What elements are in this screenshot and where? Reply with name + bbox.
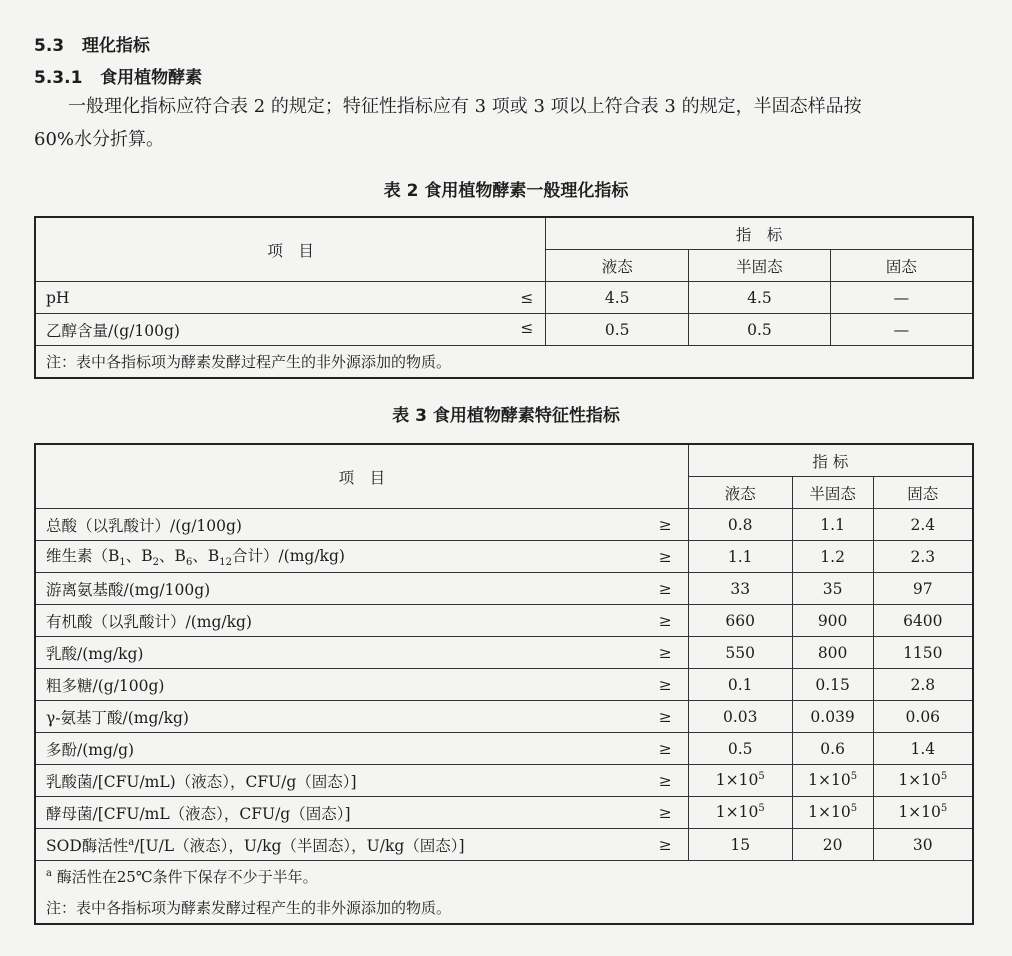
inequality-symbol: ≥ bbox=[616, 669, 688, 701]
table2-note: 注：表中各指标项为酵素发酵过程产生的非外源添加的物质。 bbox=[35, 346, 973, 379]
table2-header-item: 项 目 bbox=[35, 217, 546, 282]
table-row bbox=[35, 314, 973, 346]
table-cell: 1.1 bbox=[792, 509, 873, 541]
table-cell: 6400 bbox=[873, 605, 973, 637]
table-row bbox=[35, 733, 973, 765]
subsection-title: 食用植物酵素 bbox=[100, 68, 203, 88]
table3-row-item: γ-氨基丁酸/(mg/kg) bbox=[35, 701, 616, 733]
table3-row-item: 多酚/(mg/g) bbox=[35, 733, 616, 765]
table-cell: 1150 bbox=[873, 637, 973, 669]
section-number: 5.3 bbox=[34, 36, 65, 56]
table-cell: 20 bbox=[792, 829, 873, 861]
table3-note: 注：表中各指标项为酵素发酵过程产生的非外源添加的物质。 bbox=[35, 892, 973, 924]
table3-header-index: 指 标 bbox=[688, 444, 973, 477]
table-row bbox=[35, 765, 973, 797]
subsection-number: 5.3.1 bbox=[34, 68, 83, 88]
inequality-symbol: ≥ bbox=[616, 797, 688, 829]
table-cell: 30 bbox=[873, 829, 973, 861]
inequality-symbol: ≥ bbox=[616, 573, 688, 605]
inequality-symbol: ≥ bbox=[616, 509, 688, 541]
inequality-symbol: ≥ bbox=[616, 701, 688, 733]
table-cell: 660 bbox=[688, 605, 792, 637]
table-cell: 97 bbox=[873, 573, 973, 605]
table-cell: 550 bbox=[688, 637, 792, 669]
table-cell: 0.5 bbox=[546, 314, 689, 346]
table-cell: 0.03 bbox=[688, 701, 792, 733]
inequality-symbol: ≥ bbox=[616, 765, 688, 797]
table2-col-liquid: 液态 bbox=[546, 250, 689, 282]
body-paragraph bbox=[34, 90, 984, 156]
table-cell: 900 bbox=[792, 605, 873, 637]
table3-row-item: 有机酸（以乳酸计）/(mg/kg) bbox=[35, 605, 616, 637]
table-cell: 1.2 bbox=[792, 541, 873, 573]
table3-row-item: 乳酸菌/[CFU/mL)（液态），CFU/g（固态）] bbox=[35, 765, 616, 797]
table2-col-solid: 固态 bbox=[830, 250, 973, 282]
table-cell: 2.4 bbox=[873, 509, 973, 541]
table-row bbox=[35, 669, 973, 701]
section-title: 理化指标 bbox=[81, 36, 150, 56]
table3-row-item: 粗多糖/(g/100g) bbox=[35, 669, 616, 701]
section-heading bbox=[34, 31, 150, 56]
inequality-symbol: ≥ bbox=[616, 829, 688, 861]
table-cell: $1\times 10^5$ bbox=[873, 797, 973, 829]
table-row bbox=[35, 509, 973, 541]
table-row bbox=[35, 797, 973, 829]
table-cell: — bbox=[830, 314, 973, 346]
table-row bbox=[35, 282, 973, 314]
table3-header-item: 项 目 bbox=[35, 444, 688, 509]
table-row bbox=[35, 605, 973, 637]
footnote-mark: a bbox=[46, 868, 52, 879]
table-cell: 4.5 bbox=[689, 282, 831, 314]
table-row bbox=[35, 573, 973, 605]
table-cell: 0.15 bbox=[792, 669, 873, 701]
table3-caption: 表 3 食用植物酵素特征性指标 bbox=[392, 406, 620, 426]
table-cell: $1\times 10^5$ bbox=[688, 765, 792, 797]
table-cell: 800 bbox=[792, 637, 873, 669]
table-cell: 0.039 bbox=[792, 701, 873, 733]
table3-col-solid: 固态 bbox=[873, 477, 973, 509]
table-cell: $1\times 10^5$ bbox=[688, 797, 792, 829]
table-cell: 2.8 bbox=[873, 669, 973, 701]
table-row bbox=[35, 541, 973, 573]
table3-row-item: 酵母菌/[CFU/mL（液态），CFU/g（固态）] bbox=[35, 797, 616, 829]
table3-col-semisolid: 半固态 bbox=[792, 477, 873, 509]
paragraph-line-2: 60%水分折算。 bbox=[34, 129, 165, 150]
table-cell: 0.5 bbox=[689, 314, 831, 346]
inequality-symbol: ≤ bbox=[520, 288, 534, 307]
table-cell: 15 bbox=[688, 829, 792, 861]
table-cell: 0.1 bbox=[688, 669, 792, 701]
table-cell: 2.3 bbox=[873, 541, 973, 573]
table-row bbox=[35, 637, 973, 669]
table3-row-item: 游离氨基酸/(mg/100g) bbox=[35, 573, 616, 605]
table-cell: — bbox=[830, 282, 973, 314]
table3-footnote: $^a$ 酶活性在25℃条件下保存不少于半年。 bbox=[35, 861, 973, 893]
table-cell: $1\times 10^5$ bbox=[792, 797, 873, 829]
table-cell: 0.6 bbox=[792, 733, 873, 765]
subsection-heading bbox=[34, 63, 202, 88]
table2-row-item: pH ≤ bbox=[35, 282, 546, 314]
table-row bbox=[35, 701, 973, 733]
table-cell: 4.5 bbox=[546, 282, 689, 314]
table2-row-item: 乙醇含量/(g/100g) ≤ bbox=[35, 314, 546, 346]
table-row bbox=[35, 829, 973, 861]
inequality-symbol: ≥ bbox=[616, 637, 688, 669]
table-cell: 33 bbox=[688, 573, 792, 605]
table3-row-item: 乳酸/(mg/kg) bbox=[35, 637, 616, 669]
table-cell: 0.06 bbox=[873, 701, 973, 733]
table-cell: 35 bbox=[792, 573, 873, 605]
table-cell: 1.1 bbox=[688, 541, 792, 573]
inequality-symbol: ≤ bbox=[520, 318, 534, 337]
table2 bbox=[34, 216, 974, 379]
table-cell: $1\times 10^5$ bbox=[873, 765, 973, 797]
table3-row-item: 维生素（$B_1$、$B_2$、$B_6$、$B_{12}$合计）/(mg/kg) bbox=[35, 541, 616, 573]
table-cell: 0.8 bbox=[688, 509, 792, 541]
table3-col-liquid: 液态 bbox=[688, 477, 792, 509]
table2-col-semisolid: 半固态 bbox=[689, 250, 831, 282]
paragraph-line-1: 一般理化指标应符合表 2 的规定；特征性指标应有 3 项或 3 项以上符合表 3 的规定，半固态样品按 bbox=[68, 96, 862, 117]
table3 bbox=[34, 443, 974, 925]
inequality-symbol: ≥ bbox=[616, 733, 688, 765]
table-cell: $1\times 10^5$ bbox=[792, 765, 873, 797]
inequality-symbol: ≥ bbox=[616, 605, 688, 637]
table2-header-index: 指 标 bbox=[546, 217, 973, 250]
table3-row-item: 总酸（以乳酸计）/(g/100g) bbox=[35, 509, 616, 541]
table3-row-item: SOD酶活性$^a$/[U/L（液态），U/kg（半固态），U/kg（固态）] bbox=[35, 829, 616, 861]
inequality-symbol: ≥ bbox=[616, 541, 688, 573]
table-cell: 0.5 bbox=[688, 733, 792, 765]
table-cell: 1.4 bbox=[873, 733, 973, 765]
table2-caption: 表 2 食用植物酵素一般理化指标 bbox=[383, 181, 629, 201]
